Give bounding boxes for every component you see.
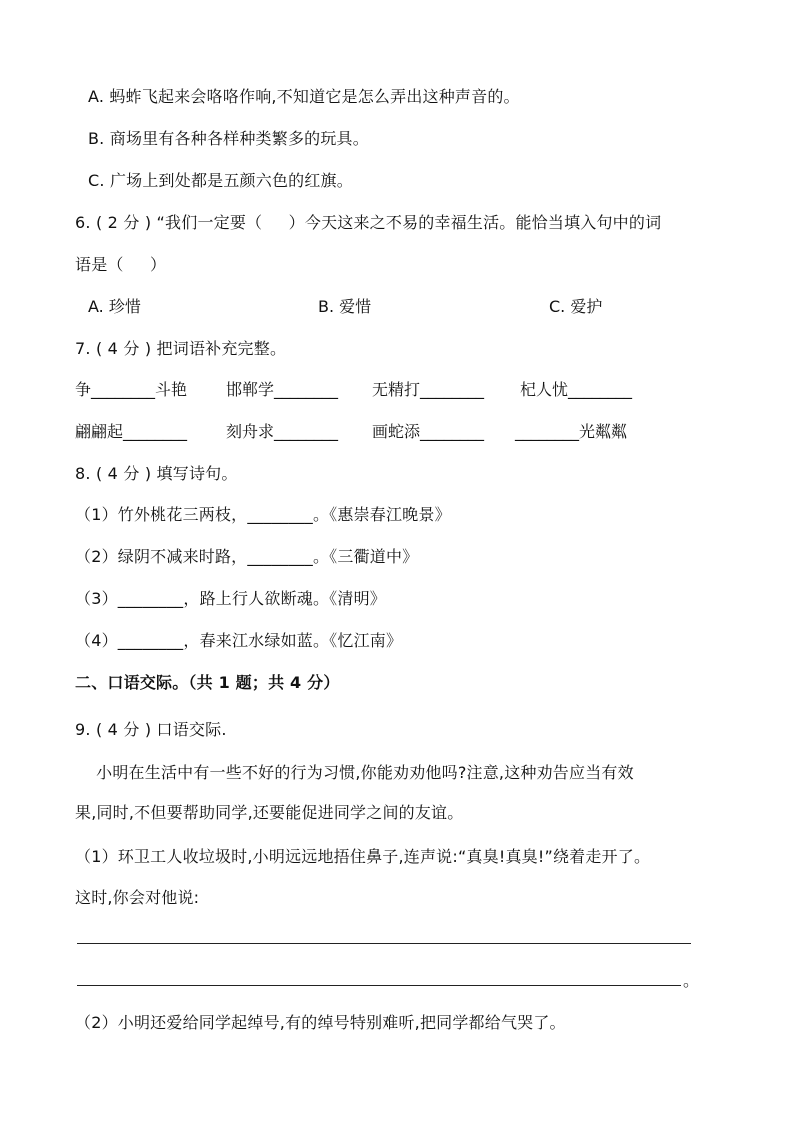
- q6-question-line1: 6. ( 2 分 ) “我们一定要（ ）今天这来之不易的幸福生活。能恰当填入句中的词: [75, 213, 662, 232]
- q9-sub2: （2）小明还爱给同学起绰号,有的绰号特别难听,把同学都给气哭了。: [75, 1013, 566, 1032]
- q9-title: 9. ( 4 分 ) 口语交际.: [75, 720, 227, 739]
- q6-option-a: A. 珍惜: [88, 297, 141, 316]
- q8-item-3: （3）________，路上行人欲断魂。《清明》: [75, 589, 386, 608]
- q9-sub1-line1: （1）环卫工人收垃圾时,小明远远地捂住鼻子,连声说:“真臭!真臭!”绕着走开了。: [75, 847, 651, 866]
- q7-blank-5: 翩翩起________: [75, 422, 188, 441]
- q7-blank-3: 无精打________: [372, 380, 485, 399]
- q9-intro-line2: 果,同时,不但要帮助同学,还要能促进同学之间的友谊。: [75, 803, 464, 822]
- q5-option-a: A. 蚂蚱飞起来会咯咯作响,不知道它是怎么弄出这种声音的。: [88, 87, 520, 106]
- q9-intro-line1: 小明在生活中有一些不好的行为习惯,你能劝劝他吗?注意,这种劝告应当有效: [75, 763, 634, 782]
- q8-item-2: （2）绿阴不减来时路，________。《三衢道中》: [75, 547, 419, 566]
- section-heading: 二、口语交际。（共 1 题；共 4 分）: [75, 673, 340, 692]
- q7-title: 7. ( 4 分 ) 把词语补充完整。: [75, 339, 287, 358]
- q7-blank-1: 争________斗艳: [75, 380, 188, 399]
- q9-sub1-line2: 这时,你会对他说:: [75, 888, 200, 907]
- answer-line-2: [77, 985, 681, 986]
- answer-line-period: 。: [683, 971, 700, 990]
- q6-option-b: B. 爱惜: [318, 297, 372, 316]
- answer-line-1: [77, 943, 691, 944]
- q7-blank-2: 邯郸学________: [226, 380, 339, 399]
- q7-blank-7: 画蛇添________: [372, 422, 485, 441]
- q7-blank-6: 刻舟求________: [226, 422, 339, 441]
- q7-blank-8: ________光粼粼: [515, 422, 628, 441]
- q5-option-c: C. 广场上到处都是五颜六色的红旗。: [88, 171, 353, 190]
- q6-option-c: C. 爱护: [549, 297, 603, 316]
- q8-item-4: （4）________，春来江水绿如蓝。《忆江南》: [75, 631, 403, 650]
- q8-item-1: （1）竹外桃花三两枝，________。《惠崇春江晚景》: [75, 505, 451, 524]
- q8-title: 8. ( 4 分 ) 填写诗句。: [75, 464, 238, 483]
- q6-question-line2: 语是（ ）: [75, 255, 167, 274]
- q5-option-b: B. 商场里有各种各样种类繁多的玩具。: [88, 129, 369, 148]
- q7-blank-4: 杞人忧________: [520, 380, 633, 399]
